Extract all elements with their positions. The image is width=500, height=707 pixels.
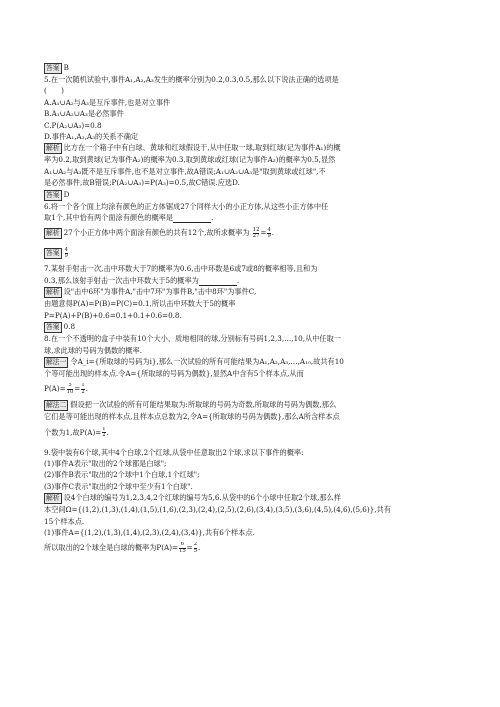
question-stem: 5.在一次随机试验中,事件A₁,A₂,A₃发生的概率分别为0.2,0.3,0.5,那么以下说法正确的选项是 [44,75,339,84]
numerator: 2 [193,542,197,548]
denominator: 10 [66,388,74,395]
explanation-text: 27个小正方体中两个面涂有颜色的共有12个,故所求概率为 [63,228,250,238]
explanation-line [44,492,462,504]
method-one-line [44,356,462,368]
option-d: D.事件A₁,A₂,A₃的关系不确定 [44,132,139,142]
formula-text: 个数为1,故P(A)= [44,427,102,437]
explanation-text: 设"击中6环"为事件A,"击中7环"为事件B,"击中8环"为事件C, [63,287,257,297]
method-two-line [44,399,462,411]
answer-tag: 答案 [46,323,60,332]
punctuation: . [236,275,240,285]
numerator: 4 [64,247,68,253]
denominator: 2 [102,432,106,439]
option-c: C.P(A₂∪A₃)=0.8 [44,120,102,130]
explanation-text: (1)事件A={(1,2),(1,3),(1,4),(2,3),(2,4),(3,4)},共有6个样本点. [44,527,255,537]
denominator: 9 [64,252,68,259]
answer-parentheses: ( ) [44,86,64,96]
explanation-text: 15个样本点. [44,516,85,526]
sub-question: (1)事件A表示"取出的2个球都是白球"; [44,458,167,468]
denominator: 9 [267,232,271,239]
answer-tag: 答案 [46,190,60,199]
option-b: B.A₁∪A₂∪A₃是必然事件 [44,109,124,119]
answer-line [44,62,462,74]
explanation-text: 比方在一个箱子中有白球、黄球和红球假设干,从中任取一球,取到红球(记为事件A₁)的概 [63,143,341,153]
formula-text: P(A)= [44,384,66,394]
equals-sign: = [186,543,193,553]
explanation-text: 它们是等可能出现的样本点,且样本点总数为2,令A={所取球的号码为偶数},那么A所含样本点 [44,412,340,422]
fraction [65,248,68,260]
denominator: 5 [193,547,197,554]
punctuation: . [106,427,109,437]
fraction [67,383,74,395]
answer-tag: 答案 [46,249,60,258]
question-stem [44,212,462,223]
numerator: 1 [102,426,106,432]
question-stem: 6.将一个各个面上均涂有颜色的正方体锯成27个同样大小的小正方体,从这些小正方体中任 [44,201,329,211]
explanation-line [44,142,462,154]
answer-line [44,189,462,201]
denominator: 27 [252,232,260,239]
explanation-text: 设4个白球的编号为1,2,3,4,2个红球的编号为5,6.从袋中的6个小球中任取2个球,那么样 [63,493,341,503]
explanation-text: 令A_i={所取球的号码为i},那么一次试验的所有可能结果为A₁,A₂,A₃,…,A₁₀,故共有10 [70,356,344,366]
explanation-tag: 解析 [46,288,60,297]
document-page [44,62,462,554]
numerator: 4 [267,227,271,233]
answer-value: B [63,63,69,72]
punctuation: . [211,213,214,223]
explanation-line [44,227,462,239]
numerator: 6 [180,542,184,548]
answer-line [44,321,462,333]
answer-line [44,247,462,259]
question-stem: 球,求此球的号码为偶数的概率. [44,345,143,355]
explanation-text: 本空间Ω={(1,2),(1,3),(1,4),(1,5),(1,6),(2,3),(2,4),(2,5),(2,6),(3,4),(3,5),(3,6),(4,5),(4,6),(5,6)},共有 [44,505,391,515]
fraction [179,542,186,554]
sub-question: (2)事件B表示"取出的2个球中1个白球,1个红球"; [44,470,200,480]
explanation-text: 率为0.2,取到黄球(记为事件A₂)的概率为0.3,取到黄球或红球(记为事件A₃)的概率为0.5,显然 [44,155,336,165]
explanation-tag: 解析 [46,144,60,153]
option-a: A.A₁∪A₂与A₃是互斥事件,也是对立事件 [44,97,171,107]
numerator: 1 [81,383,85,389]
answer-value: D [63,189,70,199]
denominator: 15 [179,547,186,554]
answer-blank [173,213,214,223]
explanation-text: 个等可能出现的样本点.令A={所取球的号码为偶数},显然A中含有5个样本点,从而 [44,368,304,378]
equals-sign: = [260,228,267,238]
equals-sign: = [74,384,81,394]
explanation-text: 是必然事件,故B错误;P(A₂∪A₃)=P(A₃)=0.5,故C错误.应选D. [44,178,240,188]
explanation-tag: 解析 [46,229,60,238]
punctuation: . [198,543,201,553]
question-stem [44,275,462,286]
method-two-tag: 解法二 [46,401,67,410]
punctuation: . [85,384,88,394]
explanation-text: 假设把一次试验的所有可能结果取为:所取球的号码为奇数,所取球的号码为偶数,那么 [70,400,337,410]
denominator: 2 [81,388,85,395]
punctuation: . [271,228,275,238]
question-stem: 9.袋中装有6个球,其中4个白球,2个红球,从袋中任意取出2个球,求以下事件的概率: [44,447,304,457]
explanation-line [44,286,462,298]
fraction [81,383,84,395]
formula-line [44,427,462,439]
question-text: 取1个,其中恰有两个面涂有颜色的概率是 [44,213,174,223]
method-one-tag: 解法一 [46,357,67,366]
explanation-text: 由题意得P(A)=P(B)=P(C)=0.1,所以击中环数大于5的概率 [44,299,236,309]
formula-text: 所以取出的2个球全是白球的概率为P(A)= [44,543,179,553]
answer-blank [199,275,240,286]
explanation-tag: 解析 [46,494,60,503]
fraction [102,427,105,439]
question-stem: 8.在一个不透明的盒子中装有10个大小、质地相同的球,分别标有号码1,2,3,…,10,从中任取一 [44,334,341,344]
numerator: 5 [68,383,72,389]
fraction [194,542,197,554]
numerator: 12 [252,227,260,233]
answer-tag: 答案 [46,64,60,72]
formula-line [44,542,462,554]
formula-line [44,383,462,395]
fraction [253,228,260,240]
question-text: 0.3,那么该射手射击一次击中环数大于5的概率为 [44,275,199,285]
explanation-text: P=P(A)+P(B)+0.6=0.1+0.1+0.6=0.8. [44,310,182,320]
explanation-text: A₁∪A₂与A₃既不是互斥事件,也不是对立事件,故A错误;A₁∪A₂∪A₃是"取到黄球或红球",不 [44,166,326,176]
question-stem: 7.某射手射击一次,击中环数大于7的概率为0.6,击中环数是6或7或8的概率相等,且和为 [44,264,318,274]
sub-question: (3)事件C表示"取出的2个球中至少有1个白球". [44,481,193,491]
fraction [267,228,270,240]
answer-value: 0.8 [63,322,76,332]
